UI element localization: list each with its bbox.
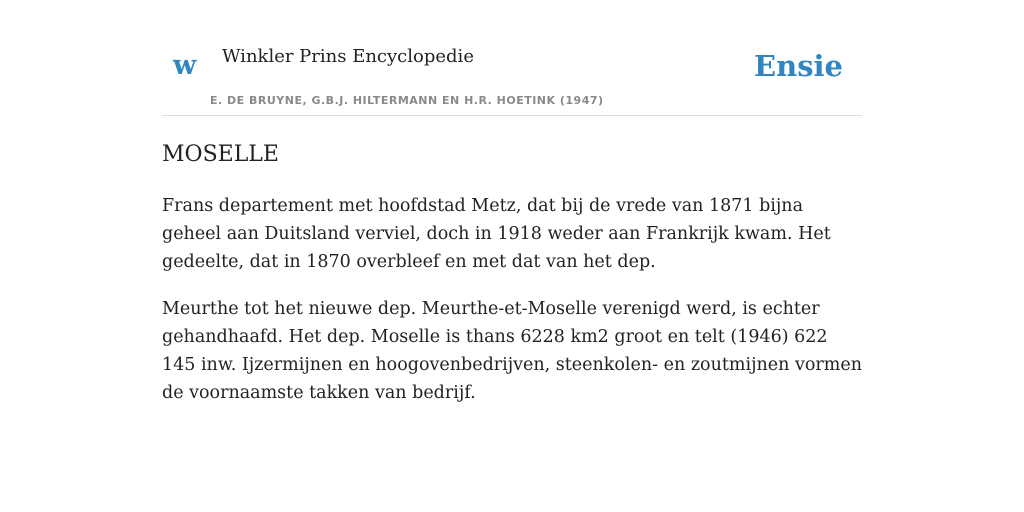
entry-paragraph-1: Frans departement met hoofdstad Metz, dat bij de vrede van 1871 bijna geheel aan Duitsland verviel, doch in 1918 weder aan Frankrijk kwam. Het gedeelte, dat in 1870 overbleef en met dat van het dep. <box>162 196 831 273</box>
source-title[interactable]: Winkler Prins Encyclopedie <box>222 46 474 67</box>
source-header <box>162 0 862 116</box>
source-logo[interactable]: w <box>173 50 197 81</box>
entry-title: MOSELLE <box>162 142 279 167</box>
ensie-logo-link[interactable]: Ensie <box>754 49 843 83</box>
entry-paragraph-2: Meurthe tot het nieuwe dep. Meurthe-et-Moselle verenigd werd, is echter gehandhaafd. Het dep. Moselle is thans 6228 km2 groot en telt (1946) 622 145 inw. Ijzermijnen en hoogovenbedrijven, steenkolen- en zoutmijnen vormen de voornaamste takken van bedrijf. <box>162 299 862 404</box>
page-container <box>162 0 862 407</box>
source-authors: E. DE BRUYNE, G.B.J. HILTERMANN EN H.R. HOETINK (1947) <box>210 94 604 107</box>
